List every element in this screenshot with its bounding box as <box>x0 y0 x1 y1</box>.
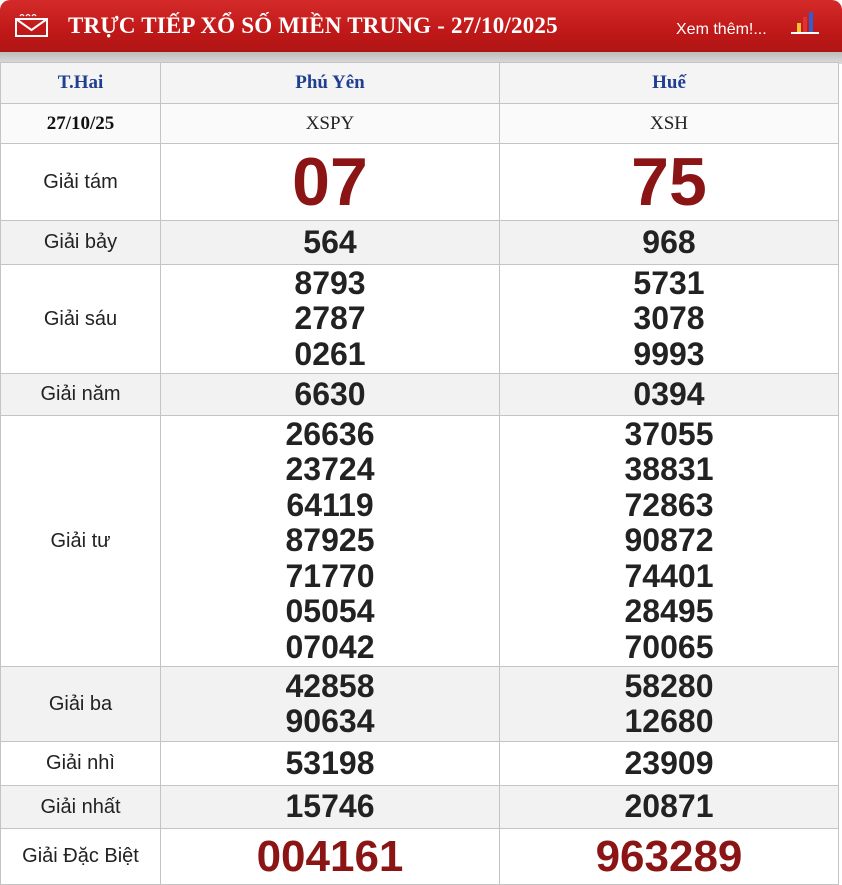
prize-label: Giải nhì <box>1 742 161 786</box>
prize-number: 70065 <box>624 628 714 665</box>
prize-number: 42858 <box>285 667 375 704</box>
prize-number: 23909 <box>624 744 714 781</box>
prize-number: 05054 <box>285 593 375 630</box>
province-code-0: XSPY <box>161 104 500 144</box>
prize-label: Giải sáu <box>1 265 161 374</box>
prize-cell <box>161 667 500 742</box>
prize-number: 71770 <box>285 557 375 594</box>
prize-cell <box>500 416 839 667</box>
prize-number: 23724 <box>285 451 375 488</box>
prize-number: 72863 <box>624 486 714 523</box>
results-header <box>0 0 842 52</box>
prize-number: 5731 <box>633 264 705 301</box>
prize-label: Giải bảy <box>1 221 161 265</box>
prize-number: 87925 <box>285 522 375 559</box>
prize-row-g2 <box>1 742 839 786</box>
prize-cell <box>161 144 500 221</box>
prize-number: 38831 <box>624 451 714 488</box>
prize-label: Giải nhất <box>1 786 161 829</box>
prize-number: 07042 <box>285 628 375 665</box>
prize-label: Giải tám <box>1 144 161 221</box>
prize-cell <box>161 829 500 885</box>
prize-cell <box>500 829 839 885</box>
province-name-1[interactable]: Huế <box>500 63 839 104</box>
prize-row-g5 <box>1 374 839 416</box>
prize-number: 90872 <box>624 522 714 559</box>
prize-number: 6630 <box>294 375 366 412</box>
prize-number: 37055 <box>624 415 714 452</box>
prize-number: 75 <box>631 144 707 220</box>
prize-label: Giải năm <box>1 374 161 416</box>
prize-number: 0261 <box>294 335 366 372</box>
prize-label: Giải Đặc Biệt <box>1 829 161 885</box>
chart-icon[interactable] <box>790 10 820 36</box>
prize-row-g4 <box>1 416 839 667</box>
prize-cell <box>500 265 839 374</box>
prize-cell <box>500 144 839 221</box>
page-title: TRỰC TIẾP XỔ SỐ MIỀN TRUNG - 27/10/2025 <box>68 13 558 38</box>
prize-number: 20871 <box>624 788 714 825</box>
prize-number: 07 <box>292 144 368 220</box>
prize-cell <box>161 786 500 829</box>
prize-cell <box>161 742 500 786</box>
prize-cell <box>500 221 839 265</box>
prize-number: 12680 <box>624 703 714 739</box>
prize-cell <box>500 374 839 416</box>
prize-number: 26636 <box>285 415 375 452</box>
date-cell: 27/10/25 <box>1 104 161 144</box>
prize-row-g3 <box>1 667 839 742</box>
prize-cell <box>500 667 839 742</box>
prize-number: 64119 <box>286 486 374 523</box>
prize-cell <box>161 265 500 374</box>
prize-cell <box>161 416 500 667</box>
prize-number: 968 <box>642 223 696 260</box>
prize-number: 15746 <box>285 788 375 825</box>
prize-number: 53198 <box>285 744 375 781</box>
prize-cell <box>161 221 500 265</box>
prize-row-g1 <box>1 786 839 829</box>
prize-row-special <box>1 829 839 885</box>
prize-number: 3078 <box>633 300 705 337</box>
results-table <box>0 62 839 885</box>
prize-cell <box>500 786 839 829</box>
prize-row-g7 <box>1 221 839 265</box>
prize-label: Giải tư <box>1 416 161 667</box>
prize-number: 74401 <box>624 557 714 594</box>
province-name-0[interactable]: Phú Yên <box>161 63 500 104</box>
prize-number: 564 <box>303 223 357 260</box>
see-more-link[interactable]: Xem thêm!... <box>676 21 767 38</box>
date-row <box>1 104 839 144</box>
prize-number: 28495 <box>624 593 714 630</box>
prize-number: 8793 <box>294 264 366 301</box>
special-prize-number: 963289 <box>595 831 743 881</box>
prize-number: 90634 <box>285 703 375 739</box>
prize-number: 0394 <box>633 375 705 412</box>
prize-row-g8 <box>1 144 839 221</box>
prize-number: 2787 <box>294 300 366 337</box>
day-cell: T.Hai <box>1 63 161 104</box>
mail-icon <box>14 13 50 37</box>
province-header-row <box>1 63 839 104</box>
prize-number: 9993 <box>633 335 705 372</box>
prize-cell <box>500 742 839 786</box>
special-prize-number: 004161 <box>256 831 404 881</box>
prize-cell <box>161 374 500 416</box>
province-code-1: XSH <box>500 104 839 144</box>
prize-row-g6 <box>1 265 839 374</box>
prize-number: 58280 <box>624 667 714 704</box>
prize-label: Giải ba <box>1 667 161 742</box>
